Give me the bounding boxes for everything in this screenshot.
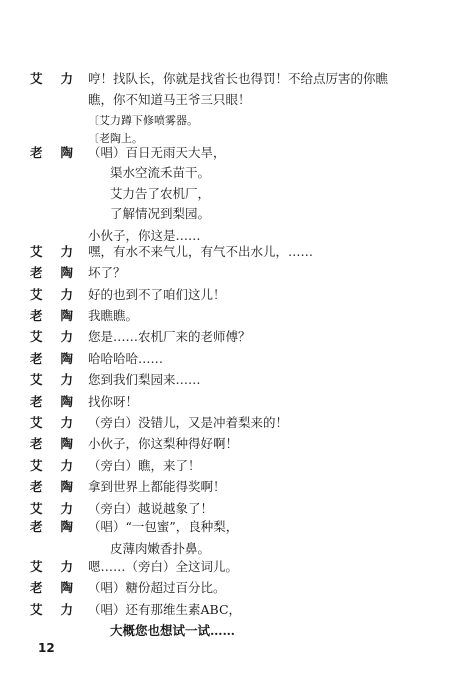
- speaker-name: 艾力: [30, 458, 92, 473]
- dialogue-text: （唱）糖份超过百分比。: [88, 580, 226, 595]
- dialogue-text: 嘿，有水不来气儿，有气不出水儿，……: [88, 244, 314, 259]
- dialogue-line: [0, 455, 449, 477]
- dialogue-text: 哈哈哈哈……: [88, 351, 164, 366]
- dialogue-line: [0, 68, 449, 90]
- speaker-name: 老陶: [30, 308, 92, 323]
- speaker-name: 艾力: [30, 501, 92, 516]
- page-number: 12: [38, 641, 55, 655]
- dialogue-text: 〔老陶上。: [88, 132, 143, 145]
- speaker-name: 老陶: [30, 479, 92, 494]
- speaker-name: 老陶: [30, 436, 92, 451]
- dialogue-text: 小伙子，你这是……: [88, 228, 201, 243]
- dialogue-line: [0, 476, 449, 498]
- dialogue-line: [0, 89, 449, 111]
- dialogue-line: [0, 620, 449, 642]
- dialogue-line: [0, 203, 449, 225]
- speaker-name: 艾力: [30, 71, 92, 86]
- dialogue-text: 您到我们梨园来……: [88, 372, 201, 387]
- dialogue-text: （旁白）越说越象了！: [88, 501, 214, 516]
- dialogue-line: [0, 348, 449, 370]
- dialogue-text: 我瞧瞧。: [88, 308, 139, 323]
- speaker-name: 老陶: [30, 351, 92, 366]
- dialogue-text: 拿到世界上都能得奖啊！: [88, 479, 226, 494]
- dialogue-text: （唱）“一包蜜”，良种梨，: [88, 519, 239, 534]
- dialogue-text: 渠水空流禾苗干。: [110, 165, 211, 180]
- dialogue-line: [0, 183, 449, 205]
- dialogue-text: 大概您也想试一试……: [110, 623, 236, 638]
- speaker-name: 老陶: [30, 265, 92, 280]
- dialogue-line: [0, 369, 449, 391]
- dialogue-line: [0, 433, 449, 455]
- dialogue-line: [0, 516, 449, 538]
- speaker-name: 艾力: [30, 559, 92, 574]
- dialogue-text: 小伙子，你这梨种得好啊！: [88, 436, 239, 451]
- dialogue-text: 嗯……（旁白）全这词儿。: [88, 559, 239, 574]
- dialogue-text: 皮薄肉嫩香扑鼻。: [110, 541, 211, 556]
- dialogue-text: 〔艾力蹲下修喷雾器。: [88, 114, 198, 127]
- dialogue-text: 您是……农机厂来的老师傅？: [88, 329, 251, 344]
- dialogue-line: [0, 305, 449, 327]
- speaker-name: 艾力: [30, 287, 92, 302]
- speaker-name: 艾力: [30, 372, 92, 387]
- dialogue-text: 找你呀！: [88, 394, 139, 409]
- dialogue-text: 瞧，你不知道马王爷三只眼！: [88, 92, 251, 107]
- dialogue-text: 了解情况到梨园。: [110, 206, 211, 221]
- dialogue-line: [0, 577, 449, 599]
- dialogue-text: 艾力告了农机厂，: [110, 186, 211, 201]
- dialogue-line: [0, 284, 449, 306]
- speaker-name: 艾力: [30, 244, 92, 259]
- speaker-name: 老陶: [30, 394, 92, 409]
- dialogue-text: 哼！找队长，你就是找省长也得罚！不给点厉害的你瞧: [88, 71, 389, 86]
- dialogue-text: （旁白）没错儿，又是冲着梨来的！: [88, 415, 289, 430]
- dialogue-text: （唱）百日无雨天大旱，: [88, 145, 226, 160]
- dialogue-line: [0, 142, 449, 164]
- dialogue-text: 坏了？: [88, 265, 126, 280]
- dialogue-line: [0, 391, 449, 413]
- dialogue-line: [0, 412, 449, 434]
- speaker-name: 艾力: [30, 415, 92, 430]
- speaker-name: 艾力: [30, 602, 92, 617]
- speaker-name: 老陶: [30, 580, 92, 595]
- dialogue-line: [0, 262, 449, 284]
- dialogue-text: （唱）还有那维生素ABC，: [88, 602, 242, 617]
- dialogue-line: [0, 326, 449, 348]
- dialogue-text: （旁白）瞧，来了！: [88, 458, 201, 473]
- dialogue-text: 好的也到不了咱们这儿！: [88, 287, 226, 302]
- speaker-name: 老陶: [30, 145, 92, 160]
- speaker-name: 艾力: [30, 329, 92, 344]
- dialogue-line: [0, 162, 449, 184]
- speaker-name: 老陶: [30, 519, 92, 534]
- dialogue-line: [0, 241, 449, 263]
- dialogue-line: [0, 599, 449, 621]
- dialogue-line: [0, 556, 449, 578]
